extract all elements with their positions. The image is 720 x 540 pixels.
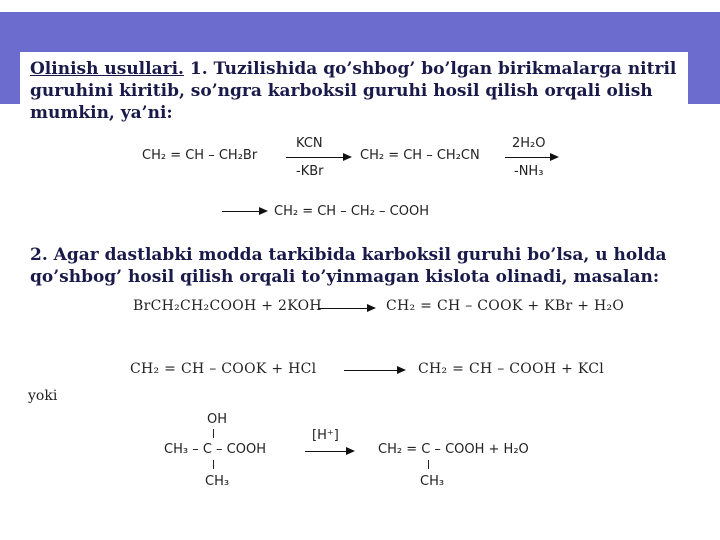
reaction1-arrow-2 <box>505 157 557 158</box>
reaction3-arrow <box>344 370 404 371</box>
reaction4-reactant: CH₃ – C – COOH <box>164 442 266 457</box>
reaction1-reagent2-bottom: -NH₃ <box>514 164 544 179</box>
intro-paragraph <box>30 58 690 124</box>
connector-text: yoki <box>28 388 58 404</box>
reaction3-reactants: CH₂ = CH – COOK + HCl <box>130 361 317 377</box>
reaction1-product: CH₂ = CH – CH₂ – COOH <box>274 204 429 219</box>
reaction2-reactants: BrCH₂CH₂COOH + 2KOH <box>133 298 322 314</box>
reaction1-reactant: CH₂ = CH – CH₂Br <box>142 148 258 163</box>
reaction1-intermediate: CH₂ = CH – CH₂CN <box>360 148 480 163</box>
reaction2-arrow <box>318 308 374 309</box>
reaction4-catalyst: [H⁺] <box>312 428 339 443</box>
intro-text: 1. Tuzilishida qo’shbog’ bo’lgan birikmalarga nitril guruhini kiritib, so’ngra karboksil guruhi hosil qilish orqali olish mumkin, ya’ni: <box>30 59 677 123</box>
reaction4-bottom-group: CH₃ <box>205 474 230 489</box>
banner-accent <box>0 90 20 100</box>
reaction3-products: CH₂ = CH – COOH + KCl <box>418 361 605 377</box>
reaction1-reagent-top: KCN <box>296 136 323 151</box>
reaction1-reagent2-top: 2H₂O <box>512 136 546 151</box>
reaction4-top-bond <box>213 429 214 438</box>
reaction1-reagent-bottom: -KBr <box>296 164 324 179</box>
reaction4-product-bond <box>428 460 429 469</box>
reaction1-arrow-3 <box>222 211 266 212</box>
reaction4-product-bottom-group: CH₃ <box>420 474 445 489</box>
section-heading: Olinish usullari. <box>30 59 184 79</box>
reaction4-arrow <box>305 451 353 452</box>
reaction2-products: CH₂ = CH – COOK + KBr + H₂O <box>386 298 625 314</box>
reaction4-top-group: OH <box>207 412 228 427</box>
reaction1-arrow-1 <box>286 157 350 158</box>
reaction4-bottom-bond <box>213 460 214 469</box>
reaction4-product: CH₂ = C – COOH + H₂O <box>378 442 529 457</box>
method2-paragraph: 2. Agar dastlabki modda tarkibida karboksil guruhi bo’lsa, u holda qo’shbog’ hosil qilish orqali to’yinmagan kislota olinadi, masalan: <box>30 245 667 287</box>
